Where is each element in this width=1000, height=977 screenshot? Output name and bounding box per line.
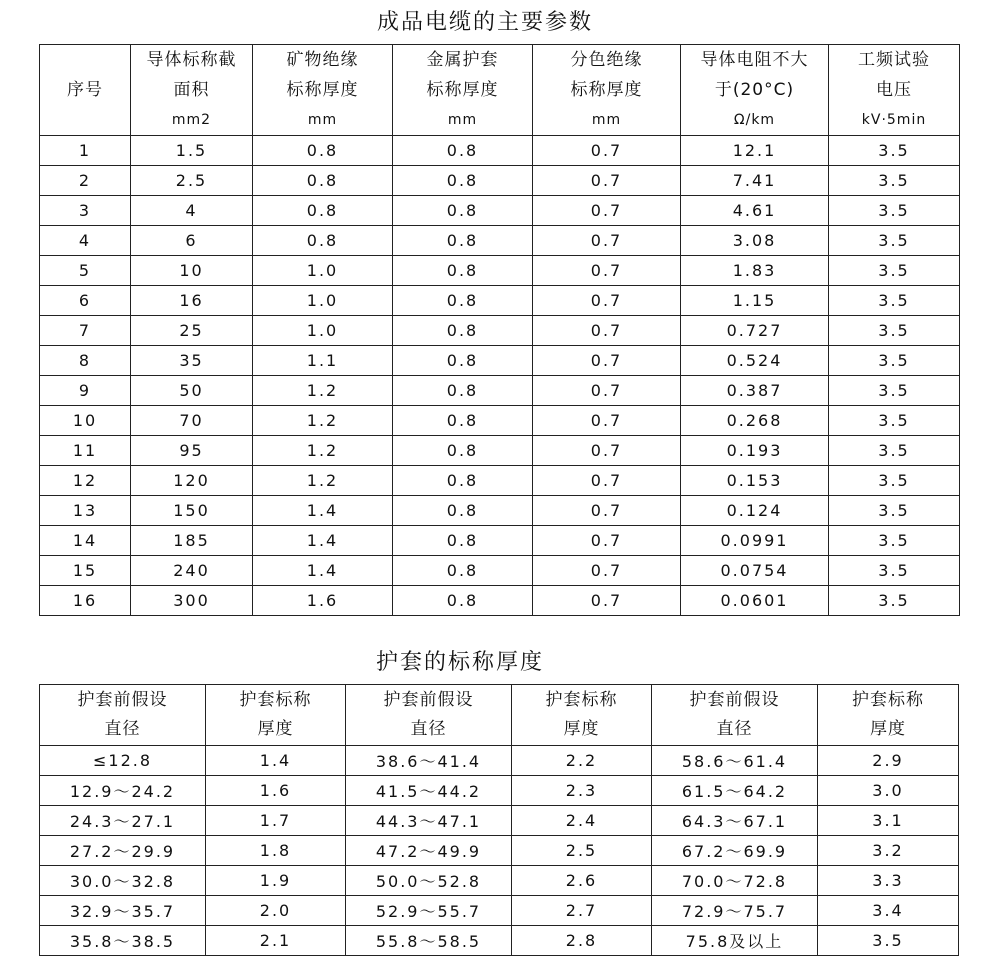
table-cell: 13 bbox=[40, 496, 131, 526]
table-row bbox=[40, 166, 960, 196]
table-cell: 1.9 bbox=[206, 866, 346, 896]
table-row bbox=[40, 226, 960, 256]
table-cell: 2.1 bbox=[206, 926, 346, 956]
table-row bbox=[40, 836, 959, 866]
table-cell: 3.5 bbox=[829, 286, 960, 316]
table-row bbox=[40, 376, 960, 406]
table-cell: 0.8 bbox=[393, 286, 533, 316]
header-text: 金属护套 bbox=[426, 50, 499, 70]
table-cell: 1.1 bbox=[253, 346, 393, 376]
table-cell: 0.153 bbox=[681, 466, 829, 496]
table-cell: 0.8 bbox=[253, 136, 393, 166]
table-cell: 4.61 bbox=[681, 196, 829, 226]
header-text: 于(20°C) bbox=[714, 80, 795, 100]
table-cell: 1.6 bbox=[253, 586, 393, 616]
table-cell: 3.5 bbox=[829, 166, 960, 196]
table-cell: 41.5～44.2 bbox=[346, 776, 512, 806]
header-text: 护套前假设 bbox=[689, 690, 780, 710]
table-cell: 0.8 bbox=[393, 556, 533, 586]
table-row bbox=[40, 896, 959, 926]
header-row bbox=[40, 45, 960, 136]
header-cell bbox=[40, 45, 131, 136]
table-cell: 185 bbox=[131, 526, 253, 556]
table-cell: 7 bbox=[40, 316, 131, 346]
table-row bbox=[40, 866, 959, 896]
table-cell: 6 bbox=[131, 226, 253, 256]
table-cell: 2.5 bbox=[131, 166, 253, 196]
cable-params-title: 成品电缆的主要参数 bbox=[376, 10, 593, 35]
table-cell: 240 bbox=[131, 556, 253, 586]
header-text: 护套前假设 bbox=[383, 690, 474, 710]
table-cell: 2.6 bbox=[512, 866, 652, 896]
table-row bbox=[40, 556, 960, 586]
table-cell: 1.0 bbox=[253, 316, 393, 346]
table-cell: 1.6 bbox=[206, 776, 346, 806]
table-cell: 2 bbox=[40, 166, 131, 196]
table-cell: 3.5 bbox=[829, 226, 960, 256]
table-row bbox=[40, 496, 960, 526]
table-cell: 0.268 bbox=[681, 406, 829, 436]
table-row bbox=[40, 316, 960, 346]
table-cell: 2.0 bbox=[206, 896, 346, 926]
header-cell bbox=[346, 685, 512, 746]
table-cell: 1.4 bbox=[206, 746, 346, 776]
table-cell: 0.0991 bbox=[681, 526, 829, 556]
header-text: 标称厚度 bbox=[570, 80, 643, 100]
table-cell: 0.8 bbox=[393, 166, 533, 196]
header-text: 标称厚度 bbox=[426, 80, 499, 100]
table-row bbox=[40, 406, 960, 436]
sheath-thickness-header bbox=[40, 685, 959, 746]
table-cell: 0.7 bbox=[533, 526, 681, 556]
table-cell: 3.5 bbox=[829, 406, 960, 436]
table-cell: 9 bbox=[40, 376, 131, 406]
table-cell: 1.5 bbox=[131, 136, 253, 166]
table-cell: 3.2 bbox=[818, 836, 959, 866]
table-cell: 10 bbox=[40, 406, 131, 436]
table-cell: 0.8 bbox=[393, 316, 533, 346]
table-cell: 300 bbox=[131, 586, 253, 616]
table-cell: 3.5 bbox=[829, 436, 960, 466]
table-cell: 3.5 bbox=[829, 196, 960, 226]
table-cell: 27.2～29.9 bbox=[40, 836, 206, 866]
table-cell: 50 bbox=[131, 376, 253, 406]
table-cell: 7.41 bbox=[681, 166, 829, 196]
table-row bbox=[40, 926, 959, 956]
table-cell: 0.8 bbox=[393, 496, 533, 526]
table-cell: 1.8 bbox=[206, 836, 346, 866]
table-cell: 0.8 bbox=[393, 376, 533, 406]
table-cell: 1.2 bbox=[253, 436, 393, 466]
header-text: 直径 bbox=[104, 719, 141, 739]
table-cell: 16 bbox=[131, 286, 253, 316]
table-cell: 0.193 bbox=[681, 436, 829, 466]
table-cell: 3.5 bbox=[829, 586, 960, 616]
table-cell: 8 bbox=[40, 346, 131, 376]
table-cell: 95 bbox=[131, 436, 253, 466]
table-cell: 3.4 bbox=[818, 896, 959, 926]
table-cell: 2.3 bbox=[512, 776, 652, 806]
table-cell: 2.9 bbox=[818, 746, 959, 776]
table-cell: 30.0～32.8 bbox=[40, 866, 206, 896]
table-cell: 5 bbox=[40, 256, 131, 286]
table-cell: 0.7 bbox=[533, 556, 681, 586]
table-cell: 75.8及以上 bbox=[652, 926, 818, 956]
table-cell: 0.727 bbox=[681, 316, 829, 346]
header-text: 厚度 bbox=[257, 719, 294, 739]
table-cell: 2.5 bbox=[512, 836, 652, 866]
table-cell: 1.7 bbox=[206, 806, 346, 836]
header-text: 矿物绝缘 bbox=[286, 50, 359, 70]
table-cell: 50.0～52.8 bbox=[346, 866, 512, 896]
table-cell: 0.8 bbox=[393, 406, 533, 436]
header-cell bbox=[253, 45, 393, 136]
table-cell: 3.3 bbox=[818, 866, 959, 896]
header-row bbox=[40, 685, 959, 746]
header-cell bbox=[512, 685, 652, 746]
header-unit: kV·5min bbox=[861, 112, 927, 128]
header-text: 工频试验 bbox=[858, 50, 930, 70]
table-cell: 3.5 bbox=[829, 556, 960, 586]
table-cell: 2.2 bbox=[512, 746, 652, 776]
table-cell: 55.8～58.5 bbox=[346, 926, 512, 956]
header-cell bbox=[533, 45, 681, 136]
table-cell: 120 bbox=[131, 466, 253, 496]
table-cell: 1.0 bbox=[253, 256, 393, 286]
table-cell: 0.8 bbox=[393, 256, 533, 286]
sheath-thickness-table bbox=[39, 684, 959, 956]
header-text: 厚度 bbox=[563, 719, 600, 739]
header-cell bbox=[652, 685, 818, 746]
table-cell: 0.7 bbox=[533, 316, 681, 346]
header-text: 面积 bbox=[173, 80, 210, 100]
table-cell: 1.0 bbox=[253, 286, 393, 316]
table-cell: 0.7 bbox=[533, 376, 681, 406]
table-cell: 3.5 bbox=[829, 346, 960, 376]
header-text: 标称厚度 bbox=[286, 80, 359, 100]
header-text: 序号 bbox=[67, 80, 103, 100]
table-cell: 0.7 bbox=[533, 346, 681, 376]
table-cell: 0.7 bbox=[533, 496, 681, 526]
table-row bbox=[40, 346, 960, 376]
table-cell: 6 bbox=[40, 286, 131, 316]
header-cell bbox=[681, 45, 829, 136]
header-text: 护套标称 bbox=[545, 690, 618, 710]
table-cell: 1.4 bbox=[253, 526, 393, 556]
table-cell: 0.524 bbox=[681, 346, 829, 376]
header-text: 护套标称 bbox=[852, 690, 924, 710]
header-unit: mm bbox=[447, 112, 478, 128]
table-row bbox=[40, 776, 959, 806]
header-cell bbox=[818, 685, 959, 746]
table-cell: 4 bbox=[131, 196, 253, 226]
table-cell: ≤12.8 bbox=[40, 746, 206, 776]
table-cell: 25 bbox=[131, 316, 253, 346]
table-cell: 1.2 bbox=[253, 376, 393, 406]
header-cell bbox=[40, 685, 206, 746]
table-cell: 72.9～75.7 bbox=[652, 896, 818, 926]
table-cell: 1.83 bbox=[681, 256, 829, 286]
table-cell: 3.08 bbox=[681, 226, 829, 256]
table-cell: 0.8 bbox=[253, 226, 393, 256]
table-cell: 3.1 bbox=[818, 806, 959, 836]
table-cell: 0.7 bbox=[533, 196, 681, 226]
table-row bbox=[40, 196, 960, 226]
table-cell: 2.4 bbox=[512, 806, 652, 836]
table-cell: 3.0 bbox=[818, 776, 959, 806]
table-cell: 3.5 bbox=[829, 376, 960, 406]
table-cell: 1 bbox=[40, 136, 131, 166]
table-row bbox=[40, 436, 960, 466]
table-cell: 3 bbox=[40, 196, 131, 226]
sheath-thickness-body bbox=[40, 746, 959, 956]
header-text: 直径 bbox=[410, 719, 447, 739]
table-cell: 1.15 bbox=[681, 286, 829, 316]
table-cell: 47.2～49.9 bbox=[346, 836, 512, 866]
table-cell: 0.7 bbox=[533, 256, 681, 286]
table-row bbox=[40, 136, 960, 166]
table-cell: 12 bbox=[40, 466, 131, 496]
table-cell: 0.0754 bbox=[681, 556, 829, 586]
table-cell: 3.5 bbox=[818, 926, 959, 956]
table-cell: 24.3～27.1 bbox=[40, 806, 206, 836]
table-cell: 64.3～67.1 bbox=[652, 806, 818, 836]
sheath-thickness-title: 护套的标称厚度 bbox=[375, 650, 544, 675]
table-cell: 3.5 bbox=[829, 256, 960, 286]
header-text: 护套标称 bbox=[239, 690, 312, 710]
table-cell: 12.9～24.2 bbox=[40, 776, 206, 806]
table-row bbox=[40, 286, 960, 316]
header-text: 厚度 bbox=[870, 719, 906, 739]
table-cell: 0.8 bbox=[253, 166, 393, 196]
table-cell: 0.8 bbox=[393, 526, 533, 556]
table-cell: 3.5 bbox=[829, 466, 960, 496]
table-cell: 0.8 bbox=[253, 196, 393, 226]
table-cell: 35.8～38.5 bbox=[40, 926, 206, 956]
table-cell: 16 bbox=[40, 586, 131, 616]
table-cell: 0.7 bbox=[533, 286, 681, 316]
table-cell: 0.8 bbox=[393, 466, 533, 496]
header-text: 电压 bbox=[876, 80, 912, 100]
table-cell: 0.8 bbox=[393, 346, 533, 376]
header-text: 分色绝缘 bbox=[570, 50, 643, 70]
header-unit: Ω/km bbox=[733, 112, 776, 128]
header-cell bbox=[206, 685, 346, 746]
table-cell: 0.8 bbox=[393, 226, 533, 256]
table-cell: 1.4 bbox=[253, 496, 393, 526]
table-row bbox=[40, 746, 959, 776]
table-cell: 70.0～72.8 bbox=[652, 866, 818, 896]
header-cell bbox=[131, 45, 253, 136]
header-unit: mm2 bbox=[171, 112, 212, 128]
table-cell: 32.9～35.7 bbox=[40, 896, 206, 926]
table-cell: 10 bbox=[131, 256, 253, 286]
table-cell: 3.5 bbox=[829, 496, 960, 526]
table-row bbox=[40, 806, 959, 836]
table-cell: 150 bbox=[131, 496, 253, 526]
table-cell: 0.7 bbox=[533, 166, 681, 196]
table-cell: 35 bbox=[131, 346, 253, 376]
table-cell: 0.8 bbox=[393, 586, 533, 616]
cable-params-header bbox=[40, 45, 960, 136]
table-cell: 44.3～47.1 bbox=[346, 806, 512, 836]
table-cell: 0.7 bbox=[533, 466, 681, 496]
table-cell: 15 bbox=[40, 556, 131, 586]
table-cell: 0.7 bbox=[533, 406, 681, 436]
header-text: 导体电阻不大 bbox=[700, 50, 809, 70]
table-row bbox=[40, 466, 960, 496]
header-text: 直径 bbox=[716, 719, 753, 739]
table-cell: 14 bbox=[40, 526, 131, 556]
header-text: 导体标称截 bbox=[146, 50, 237, 70]
header-unit: mm bbox=[307, 112, 338, 128]
table-cell: 0.8 bbox=[393, 196, 533, 226]
table-cell: 0.7 bbox=[533, 226, 681, 256]
table-cell: 2.7 bbox=[512, 896, 652, 926]
table-cell: 1.2 bbox=[253, 466, 393, 496]
cable-params-table bbox=[39, 44, 960, 616]
table-cell: 11 bbox=[40, 436, 131, 466]
table-cell: 3.5 bbox=[829, 316, 960, 346]
table-cell: 0.7 bbox=[533, 586, 681, 616]
table-cell: 1.2 bbox=[253, 406, 393, 436]
table-cell: 38.6～41.4 bbox=[346, 746, 512, 776]
cable-params-body bbox=[40, 136, 960, 616]
header-cell bbox=[393, 45, 533, 136]
table-row bbox=[40, 256, 960, 286]
table-cell: 61.5～64.2 bbox=[652, 776, 818, 806]
table-cell: 3.5 bbox=[829, 136, 960, 166]
table-cell: 58.6～61.4 bbox=[652, 746, 818, 776]
header-unit: mm bbox=[591, 112, 622, 128]
table-cell: 70 bbox=[131, 406, 253, 436]
table-cell: 1.4 bbox=[253, 556, 393, 586]
table-row bbox=[40, 526, 960, 556]
table-cell: 0.7 bbox=[533, 436, 681, 466]
header-cell bbox=[829, 45, 960, 136]
table-cell: 52.9～55.7 bbox=[346, 896, 512, 926]
table-cell: 0.8 bbox=[393, 136, 533, 166]
table-cell: 2.8 bbox=[512, 926, 652, 956]
table-row bbox=[40, 586, 960, 616]
table-cell: 0.7 bbox=[533, 136, 681, 166]
table-cell: 0.0601 bbox=[681, 586, 829, 616]
table-cell: 0.387 bbox=[681, 376, 829, 406]
header-text: 护套前假设 bbox=[77, 690, 168, 710]
table-cell: 3.5 bbox=[829, 526, 960, 556]
table-cell: 12.1 bbox=[681, 136, 829, 166]
table-cell: 67.2～69.9 bbox=[652, 836, 818, 866]
table-cell: 0.8 bbox=[393, 436, 533, 466]
table-cell: 4 bbox=[40, 226, 131, 256]
table-cell: 0.124 bbox=[681, 496, 829, 526]
